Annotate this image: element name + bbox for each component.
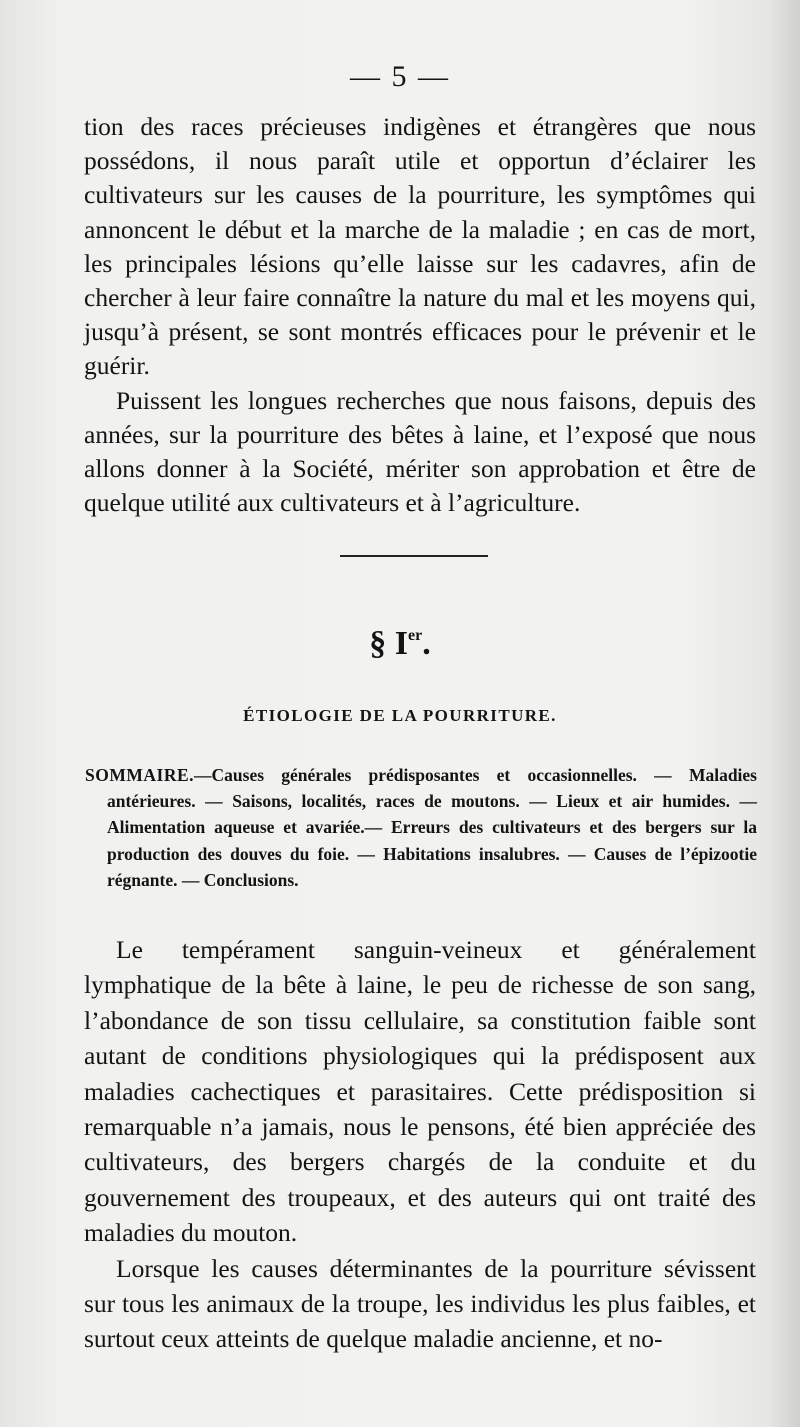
section-title: ÉTIOLOGIE DE LA POURRITURE. [243,706,557,725]
etiology-text [84,932,756,1357]
section-divider [340,555,488,557]
etiology-paragraph-2: Lorsque les causes déterminantes de la pourriture sévissent sur tous les animaux de la troupe, les individus les plus faibles, et surtout ceux atteints de quelque maladie ancienne, et no- [84,1253,756,1354]
summary-label: SOMMAIRE. [85,765,195,785]
section-mark: § I [369,625,409,662]
summary [85,762,757,893]
intro-paragraph-2: Puissent les longues recherches que nous faisons, depuis des années, sur la pourriture des bêtes à laine, et l’exposé que nous allons donner à la Société, mériter son approbation et être de quelque utilité aux cultivateurs et à l’agriculture. [84,385,756,518]
section-mark-superscript: er [408,627,423,644]
etiology-paragraph-1: Le tempérament sanguin-veineux et généralement lymphatique de la bête à laine, le peu de richesse de son sang, l’abondance de son tissu cellulaire, sa constitution faible sont autant de conditions physiologiques qui la prédisposent aux maladies cachectiques et parasitaires. Cette prédisposition si remarquable n’a jamais, nous le pensons, été bien appréciée des cultivateurs, des bergers chargés de la conduite et du gouvernement des troupeaux, et des auteurs qui ont traité des maladies du mouton. [84,935,756,1248]
intro-text [84,110,756,520]
summary-text: —Causes générales prédisposantes et occasionnelles. — Maladies antérieures. — Saisons, localités, races de moutons. — Lieux et air humides. — Alimentation aqueuse et avariée.— Erreurs des cultivateurs et des bergers sur la production des douves du foie. — Habitations insalubres. — Causes de l’épizootie régnante. — Conclusions. [107,765,757,890]
intro-paragraph-1: tion des races précieuses indigènes et étrangères que nous possédons, il nous paraît utile et opportun d’éclairer les cultivateurs sur les causes de la pourriture, les symptômes qui annoncent le début et la marche de la maladie ; en cas de mort, les principales lésions qu’elle laisse sur les cadavres, afin de chercher à leur faire connaître la nature du mal et les moyens qui, jusqu’à présent, se sont montrés efficaces pour le prévenir et le guérir. [84,112,756,381]
section-heading [0,625,800,663]
page-number: — 5 — [350,60,450,93]
section-mark-end: . [422,625,431,662]
